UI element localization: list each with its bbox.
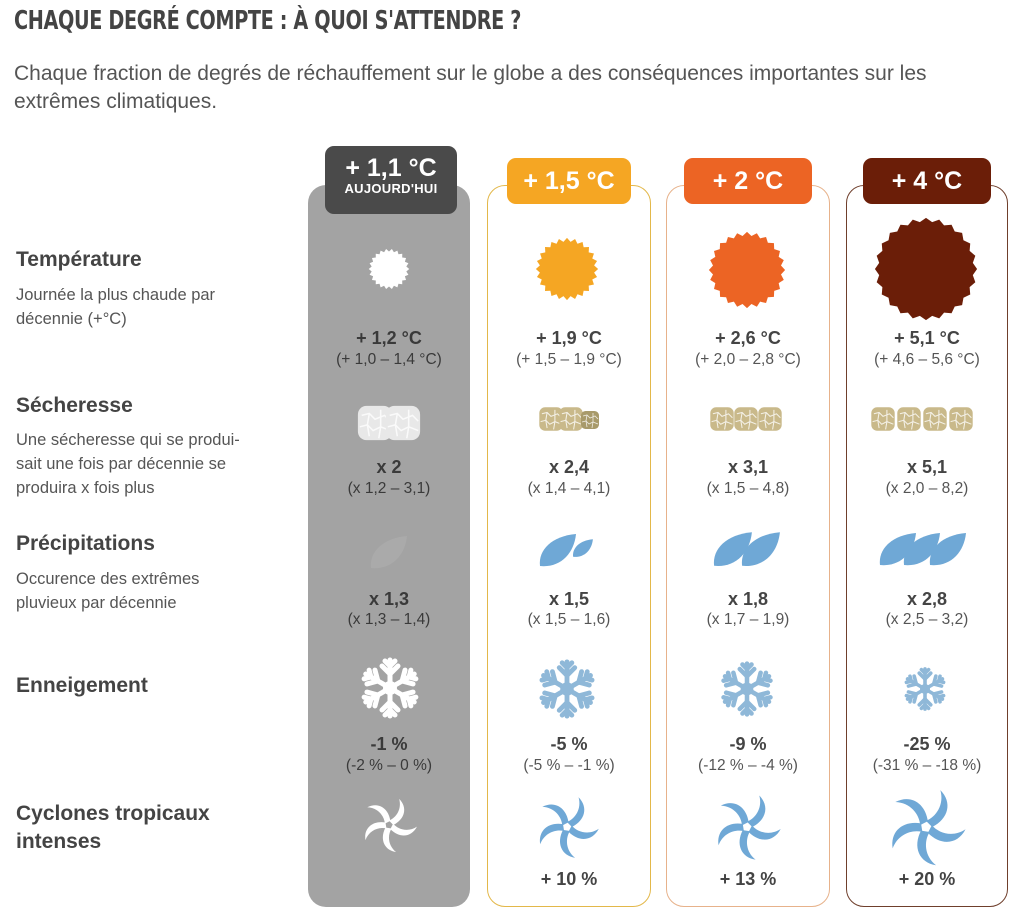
- drought-range: (x 1,2 – 3,1): [347, 480, 431, 497]
- drought-value: x 3,1: [727, 457, 769, 477]
- precip-desc-line: pluvieux par décennie: [16, 594, 177, 612]
- drought-label: Sécheresse: [16, 394, 133, 417]
- cyclone-label-line: Cyclones tropicaux: [16, 802, 210, 825]
- drought-desc-line: sait une fois par décennie se: [16, 455, 227, 473]
- cyclone-label: [16, 800, 210, 856]
- precip-label: Précipitations: [16, 532, 155, 555]
- temperature-range: (+ 4,6 – 5,6 °C): [874, 351, 980, 368]
- temperature-value: + 5,1 °C: [894, 328, 960, 348]
- temperature-range: (+ 2,0 – 2,8 °C): [695, 351, 801, 368]
- drought-icon: [536, 404, 606, 434]
- badge-4: [863, 158, 991, 204]
- temperature-desc: Journée la plus chaude par décennie (+°C): [16, 286, 216, 328]
- rain-drop-icon: [878, 526, 970, 570]
- badge-1-5: [507, 158, 631, 204]
- temperature-value: + 2,6 °C: [715, 328, 781, 348]
- drought-value: x 5,1: [906, 457, 948, 477]
- snow-range: (-2 % – 0 %): [345, 757, 433, 774]
- temperature-range: (+ 1,0 – 1,4 °C): [336, 351, 442, 368]
- drought-range: (x 1,4 – 4,1): [527, 480, 611, 497]
- drought-value: x 2: [376, 457, 402, 477]
- rain-drop-icon: [712, 526, 784, 570]
- temperature-value: + 1,2 °C: [356, 328, 422, 348]
- drought-desc-line: produira x fois plus: [16, 479, 155, 497]
- snow-value: -9 %: [729, 734, 767, 754]
- rain-drop-icon: [364, 528, 414, 574]
- snow-value: -5 %: [550, 734, 588, 754]
- cyclone-value: + 13 %: [719, 869, 777, 889]
- temperature-range: (+ 1,5 – 1,9 °C): [516, 351, 622, 368]
- badge-today-subtitle: AUJOURD'HUI: [344, 181, 438, 196]
- snow-label: Enneigement: [16, 674, 148, 697]
- drought-icon: [707, 404, 787, 434]
- badge-today-title: + 1,1 °C: [345, 154, 437, 182]
- badge-4-title: + 4 °C: [891, 167, 963, 195]
- snow-range: (-5 % – -1 %): [523, 757, 615, 774]
- drought-desc-line: Une sécheresse qui se produi-: [16, 431, 240, 449]
- temperature-value: + 1,9 °C: [536, 328, 602, 348]
- page-subtitle: Chaque fraction de degrés de réchauffement sur le globe a des conséquences importantes sur les extrêmes climatiques.: [14, 62, 927, 113]
- drought-icon: [354, 400, 424, 446]
- badge-1-5-title: + 1,5 °C: [523, 167, 615, 195]
- cyclone-icon: [885, 786, 967, 868]
- sun-icon: [366, 246, 412, 292]
- snow-range: (-31 % – -18 %): [872, 757, 982, 774]
- precip-desc: [16, 567, 199, 615]
- sun-icon: [873, 216, 979, 322]
- precip-range: (x 1,3 – 1,4): [347, 611, 431, 628]
- snow-value: -25 %: [903, 734, 951, 754]
- snowflake-icon: [718, 660, 776, 718]
- cyclone-icon: [712, 792, 782, 862]
- cyclone-icon: [360, 796, 418, 854]
- cyclone-icon: [534, 794, 600, 860]
- precip-desc-line: Occurence des extrêmes: [16, 570, 200, 588]
- sun-icon: [534, 236, 600, 302]
- cyclone-label-line: intenses: [16, 830, 102, 853]
- precip-range: (x 2,5 – 3,2): [885, 611, 969, 628]
- drought-range: (x 2,0 – 8,2): [885, 480, 969, 497]
- precip-value: x 1,8: [727, 589, 769, 609]
- rain-drop-icon: [538, 528, 596, 570]
- cyclone-value: + 20 %: [898, 869, 956, 889]
- snowflake-icon: [902, 666, 948, 712]
- snow-value: -1 %: [370, 734, 408, 754]
- snowflake-icon: [358, 656, 422, 720]
- precip-range: (x 1,7 – 1,9): [706, 611, 790, 628]
- snow-range: (-12 % – -4 %): [698, 757, 798, 774]
- temperature-label: Température: [16, 248, 142, 271]
- badge-2-title: + 2 °C: [712, 167, 784, 195]
- badge-2: [684, 158, 812, 204]
- drought-value: x 2,4: [548, 457, 590, 477]
- snowflake-icon: [536, 658, 598, 720]
- precip-value: x 2,8: [906, 589, 948, 609]
- badge-today: [325, 146, 457, 214]
- precip-value: x 1,3: [368, 589, 410, 609]
- cyclone-value: + 10 %: [540, 869, 598, 889]
- precip-range: (x 1,5 – 1,6): [527, 611, 611, 628]
- drought-desc: [16, 428, 240, 500]
- drought-range: (x 1,5 – 4,8): [706, 480, 790, 497]
- drought-icon: [868, 404, 980, 434]
- sun-icon: [707, 230, 787, 310]
- precip-value: x 1,5: [548, 589, 590, 609]
- page-title: CHAQUE DEGRÉ COMPTE : À QUOI S'ATTENDRE ?: [14, 6, 522, 36]
